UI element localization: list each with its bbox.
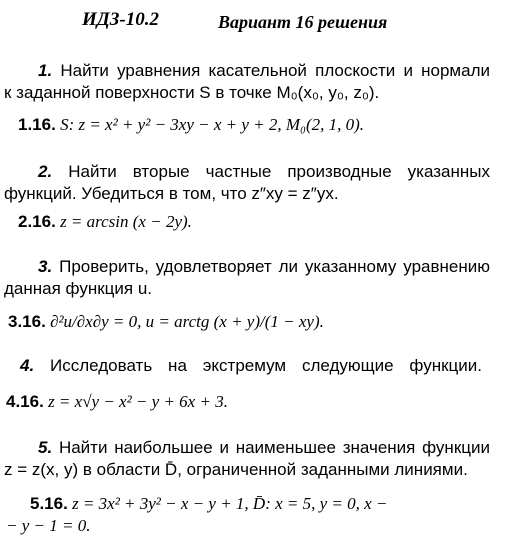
task-text-line: к заданной поверхности S в точке M₀(x₀, y₀, z₀). (4, 83, 380, 102)
task-text-line: Проверить, удовлетворяет ли указанному уравнению (59, 257, 490, 276)
variant-5-line2 (6, 516, 90, 536)
task-number: 4. (20, 356, 35, 375)
task-5-line2 (4, 459, 468, 481)
variant-number: 3.16. (8, 312, 46, 331)
variant-title: Вариант 16 решения (218, 12, 388, 32)
variant-number: 4.16. (6, 392, 44, 411)
task-text-line: Найти вторые частные производные указанных (68, 162, 490, 181)
task-1 (4, 60, 490, 82)
task-number: 5. (38, 438, 53, 457)
task-2-line2 (4, 183, 339, 205)
task-text-line: Исследовать на экстремум следующие функции. (50, 356, 482, 375)
variant-5 (30, 494, 387, 514)
task-number: 2. (38, 162, 53, 181)
task-3 (4, 256, 490, 278)
variant-number: 2.16. (18, 212, 56, 231)
variant-formula: z = 3x² + 3y² − x − y + 1, D̄: x = 5, y = 0, x − (72, 494, 388, 513)
variant-number: 5.16. (30, 494, 68, 513)
document-code: ИДЗ-10.2 (82, 9, 160, 30)
variant-formula: − y − 1 = 0. (6, 516, 91, 535)
task-text-line: Найти уравнения касательной плоскости и нормали (60, 61, 490, 80)
task-text-line: функций. Убедиться в том, что z″xy = z″yx. (4, 184, 339, 203)
task-5 (4, 437, 490, 459)
task-4 (4, 355, 482, 377)
variant-number: 1.16. (18, 115, 56, 134)
task-number: 3. (38, 257, 53, 276)
task-3-line2 (4, 278, 152, 300)
variant-3 (8, 312, 324, 332)
variant-formula: z = arcsin (x − 2y). (60, 212, 192, 231)
task-2 (4, 161, 490, 183)
variant-formula: ∂²u/∂x∂y = 0, u = arctg (x + y)/(1 − xy). (50, 312, 324, 331)
variant-4 (6, 392, 228, 412)
variant-formula: z = x√y − x² − y + 6x + 3. (48, 392, 228, 411)
variant-formula: S: z = x² + y² − 3xy − x + y + 2, M₀(2, 1, 0). (60, 115, 365, 134)
task-text-line: Найти наибольшее и наименьшее значения функции (58, 438, 490, 457)
task-number: 1. (38, 61, 53, 80)
task-text-line: z = z(x, y) в области D̄, ограниченной заданными линиями. (4, 460, 468, 479)
task-text-line: данная функция u. (4, 279, 152, 298)
variant-2 (18, 212, 192, 232)
variant-1 (18, 115, 364, 135)
task-1-line2 (4, 82, 379, 104)
